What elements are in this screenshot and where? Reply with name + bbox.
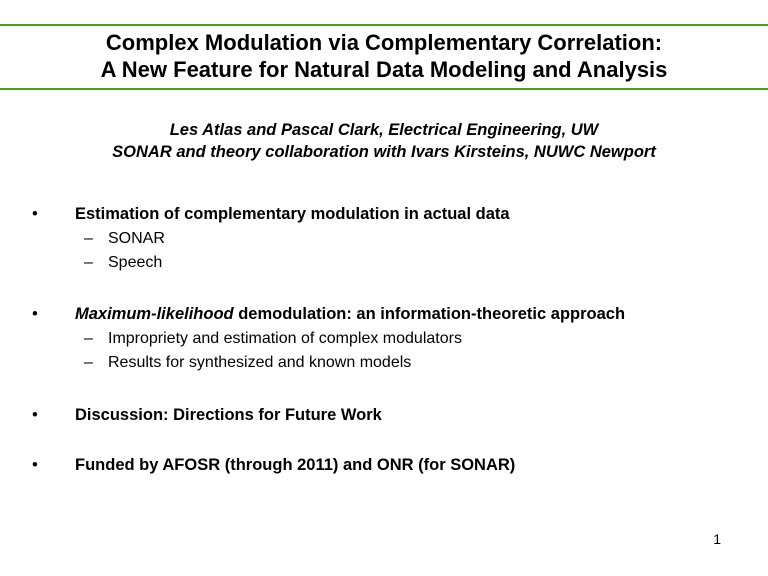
sub-text: SONAR xyxy=(108,230,165,247)
bullet-text: Estimation of complementary modulation in actual data xyxy=(75,205,510,223)
page-number: 1 xyxy=(713,531,721,547)
authors-line-2: SONAR and theory collaboration with Ivars Kirsteins, NUWC Newport xyxy=(112,143,656,161)
bullet-dot: • xyxy=(32,305,38,323)
title-bottom-rule xyxy=(0,88,768,90)
bullet-text: Discussion: Directions for Future Work xyxy=(75,406,382,424)
slide-title xyxy=(0,29,768,83)
sub-item xyxy=(84,329,462,349)
sub-text: Results for synthesized and known models xyxy=(108,354,412,371)
bullet-dot: • xyxy=(32,205,38,223)
sub-dash: – xyxy=(84,230,93,247)
bullet-emphasis: Maximum-likelihood xyxy=(75,305,234,323)
sub-item xyxy=(84,353,411,373)
sub-dash: – xyxy=(84,330,93,347)
title-line-2: A New Feature for Natural Data Modeling and Analysis xyxy=(100,57,668,82)
authors-line-1: Les Atlas and Pascal Clark, Electrical Engineering, UW xyxy=(169,121,599,139)
sub-item xyxy=(84,229,165,249)
bullet-text: Funded by AFOSR (through 2011) and ONR (for SONAR) xyxy=(75,456,516,474)
authors-block xyxy=(0,119,768,163)
bullet-text xyxy=(75,303,625,325)
bullet-text-rest: demodulation: an information-theoretic approach xyxy=(233,305,626,323)
sub-dash: – xyxy=(84,254,93,271)
title-top-rule xyxy=(0,24,768,26)
bullet-dot: • xyxy=(32,406,38,424)
sub-text: Impropriety and estimation of complex modulators xyxy=(108,330,462,347)
title-line-1: Complex Modulation via Complementary Correlation: xyxy=(105,30,663,55)
sub-item xyxy=(84,253,162,273)
sub-dash: – xyxy=(84,354,93,371)
bullet-dot: • xyxy=(32,456,38,474)
sub-text: Speech xyxy=(108,254,163,271)
